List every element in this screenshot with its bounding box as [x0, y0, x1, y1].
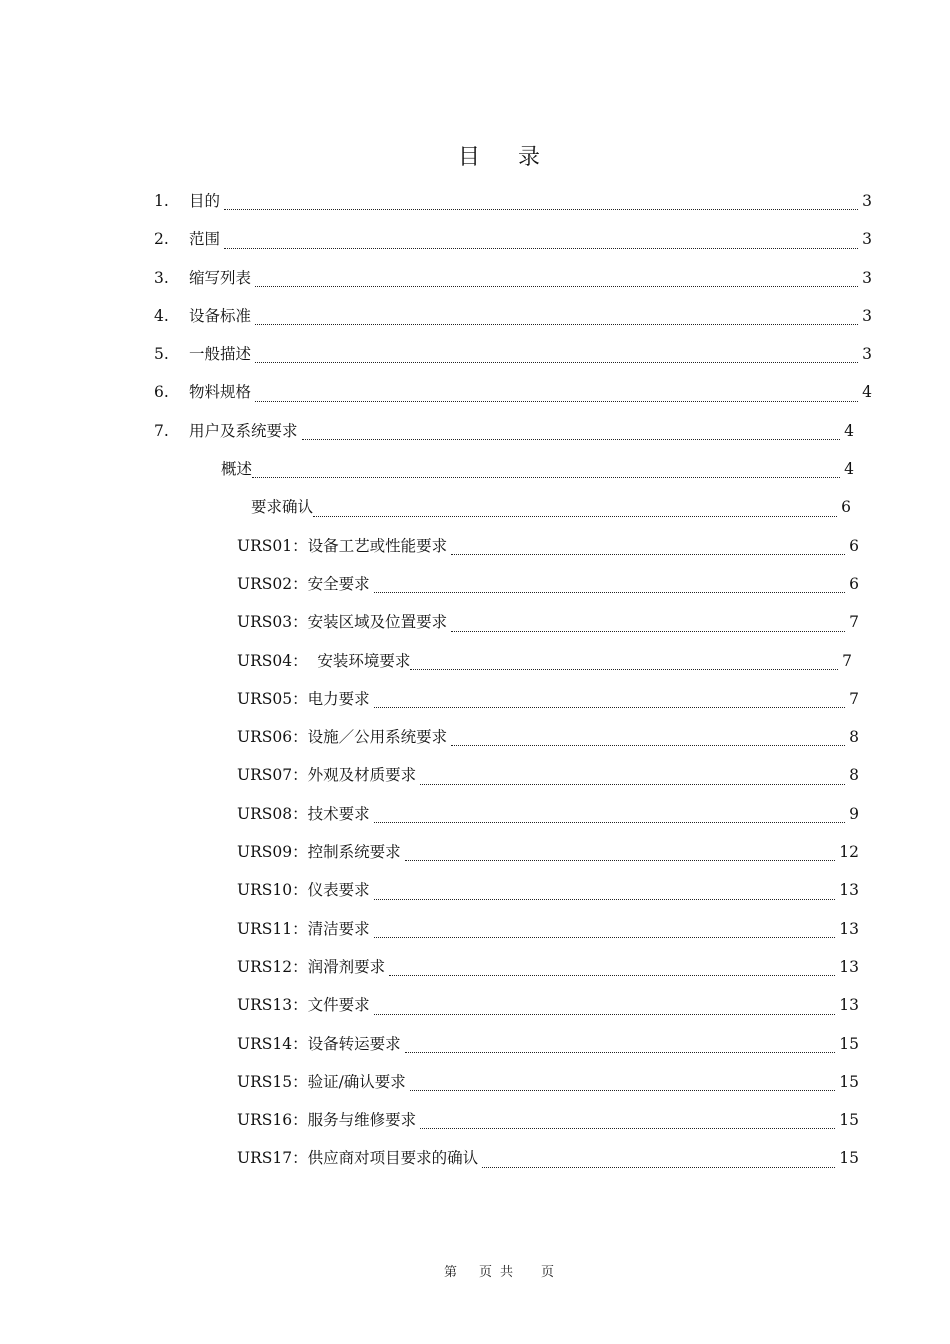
toc-entry-page: 15: [839, 1111, 859, 1130]
toc-entry-urs09[interactable]: [0, 837, 950, 875]
toc-title-left: 目: [457, 145, 480, 170]
toc-entry-urs06[interactable]: [0, 722, 950, 760]
toc-entry-urs03[interactable]: [0, 607, 950, 645]
toc-dot-leader: [224, 244, 858, 249]
toc-dot-leader: [255, 358, 858, 363]
footer-page-prefix: 第: [443, 1265, 457, 1280]
toc-entry-urs16[interactable]: [0, 1105, 950, 1143]
toc-dot-leader: [420, 1124, 835, 1129]
toc-entry-general-description[interactable]: [0, 339, 950, 377]
toc-entry-page: 3: [862, 268, 872, 287]
toc-entry-label: URS08：技术要求: [237, 804, 370, 823]
toc-entry-page: 9: [849, 804, 859, 823]
toc-dot-leader: [374, 1010, 836, 1015]
toc-dot-leader: [405, 856, 836, 861]
toc-entry-label: URS05：电力要求: [237, 689, 370, 708]
toc-entry-number: 6.: [154, 383, 169, 402]
toc-entry-page: 13: [839, 919, 859, 938]
toc-entry-label: URS01：设备工艺或性能要求: [237, 536, 448, 555]
toc-entry-urs02[interactable]: [0, 569, 950, 607]
toc-entry-label: URS02：安全要求: [237, 574, 370, 593]
toc-entry-page: 13: [839, 996, 859, 1015]
toc-entry-urs08[interactable]: [0, 799, 950, 837]
toc-entry-number: 4.: [154, 306, 169, 325]
toc-entry-page: 4: [844, 421, 854, 440]
toc-entry-number: 3.: [154, 268, 169, 287]
toc-dot-leader: [410, 665, 838, 670]
toc-entry-label: 一般描述: [189, 345, 252, 364]
toc-dot-leader: [451, 741, 845, 746]
toc-entry-label: URS12：润滑剂要求: [237, 957, 386, 976]
toc-entry-page: 7: [842, 651, 852, 670]
toc-entry-urs10[interactable]: [0, 875, 950, 913]
toc-dot-leader: [255, 282, 858, 287]
toc-dot-leader: [410, 1086, 835, 1091]
toc-entry-label: URS07：外观及材质要求: [237, 766, 417, 785]
toc-entry-label: 目的: [189, 192, 221, 210]
toc-entry-scope[interactable]: [0, 224, 950, 262]
toc-dot-leader: [405, 1048, 836, 1053]
toc-entry-number: 2.: [154, 230, 169, 249]
toc-dot-leader: [389, 971, 835, 976]
toc-entry-label: URS17：供应商对项目要求的确认: [237, 1149, 479, 1168]
toc-entry-urs11[interactable]: [0, 914, 950, 952]
toc-dot-leader: [374, 895, 836, 900]
toc-entry-urs17[interactable]: [0, 1143, 950, 1181]
toc-entry-page: 6: [849, 574, 859, 593]
toc-dot-leader: [313, 512, 837, 517]
toc-entry-label: 设备标准: [189, 306, 252, 325]
toc-entry-abbreviations[interactable]: [0, 263, 950, 301]
toc-entry-page: 4: [844, 460, 854, 479]
toc-entry-page: 3: [862, 306, 872, 325]
toc-entry-material-specs[interactable]: [0, 377, 950, 415]
toc-entry-requirement-confirmation[interactable]: [0, 492, 950, 530]
toc-dot-leader: [252, 473, 840, 478]
toc-entry-page: 15: [839, 1034, 859, 1053]
toc-entry-page: 4: [862, 383, 872, 402]
toc-dot-leader: [482, 1163, 835, 1168]
toc-entry-label: 要求确认: [251, 498, 314, 517]
toc-entry-label: URS11：清洁要求: [237, 919, 370, 938]
toc-entry-urs07[interactable]: [0, 760, 950, 798]
toc-dot-leader: [451, 550, 845, 555]
toc-entry-page: 8: [849, 766, 859, 785]
toc-entry-page: 13: [839, 957, 859, 976]
toc-entry-label: 物料规格: [189, 383, 252, 402]
toc-dot-leader: [420, 780, 845, 785]
toc-entry-page: 15: [839, 1072, 859, 1091]
toc-entry-purpose[interactable]: [0, 186, 950, 224]
toc-entry-user-system-requirements[interactable]: [0, 416, 950, 454]
toc-entry-label: 用户及系统要求: [189, 421, 298, 440]
toc-entry-label: URS14：设备转运要求: [237, 1034, 401, 1053]
toc-entry-label: 范围: [189, 230, 221, 249]
toc-dot-leader: [374, 703, 846, 708]
toc-entry-urs13[interactable]: [0, 990, 950, 1028]
toc-entry-label: 缩写列表: [189, 268, 252, 287]
toc-dot-leader: [374, 933, 836, 938]
toc-entry-label: URS09：控制系统要求: [237, 843, 401, 862]
toc-entry-page: 7: [849, 613, 859, 632]
toc-entry-number: 1.: [154, 192, 169, 210]
toc-entry-page: 3: [862, 192, 872, 210]
toc-title-right: 录: [518, 145, 541, 170]
toc-dot-leader: [255, 397, 858, 402]
footer-total-suffix: 页: [541, 1265, 555, 1280]
toc-entry-urs14[interactable]: [0, 1029, 950, 1067]
toc-entry-page: 7: [849, 689, 859, 708]
toc-entry-page: 3: [862, 230, 872, 249]
toc-entry-equipment-standards[interactable]: [0, 301, 950, 339]
toc-entry-page: 6: [841, 498, 851, 517]
footer-total-prefix: 共: [500, 1265, 514, 1280]
toc-entry-label: URS04： 安装环境要求: [237, 651, 411, 670]
toc-list: [0, 186, 950, 1182]
footer-page-suffix: 页: [478, 1265, 492, 1280]
toc-entry-page: 15: [839, 1149, 859, 1168]
toc-entry-page: 3: [862, 345, 872, 364]
toc-dot-leader: [451, 627, 845, 632]
toc-dot-leader: [224, 205, 858, 210]
toc-entry-label: URS10：仪表要求: [237, 881, 370, 900]
toc-entry-page: 6: [849, 536, 859, 555]
toc-entry-urs01[interactable]: [0, 531, 950, 569]
toc-entry-page: 8: [849, 728, 859, 747]
toc-dot-leader: [374, 588, 846, 593]
toc-dot-leader: [255, 320, 858, 325]
toc-dot-leader: [302, 435, 841, 440]
toc-entry-number: 5.: [154, 345, 169, 364]
toc-entry-label: URS13：文件要求: [237, 996, 370, 1015]
toc-entry-label: 概述: [221, 460, 253, 479]
toc-entry-label: URS03：安装区域及位置要求: [237, 613, 448, 632]
toc-entry-label: URS16：服务与维修要求: [237, 1111, 417, 1130]
toc-entry-label: URS15：验证/确认要求: [237, 1072, 406, 1091]
toc-title: [0, 140, 950, 171]
toc-entry-page: 13: [839, 881, 859, 900]
toc-dot-leader: [374, 818, 846, 823]
toc-entry-urs05[interactable]: [0, 684, 950, 722]
toc-entry-page: 12: [839, 843, 859, 862]
toc-entry-urs15[interactable]: [0, 1067, 950, 1105]
page-footer: [0, 1261, 950, 1280]
toc-entry-label: URS06：设施／公用系统要求: [237, 728, 448, 747]
toc-entry-overview[interactable]: [0, 454, 950, 492]
toc-entry-urs12[interactable]: [0, 952, 950, 990]
toc-entry-number: 7.: [154, 421, 169, 440]
toc-entry-urs04[interactable]: [0, 646, 950, 684]
